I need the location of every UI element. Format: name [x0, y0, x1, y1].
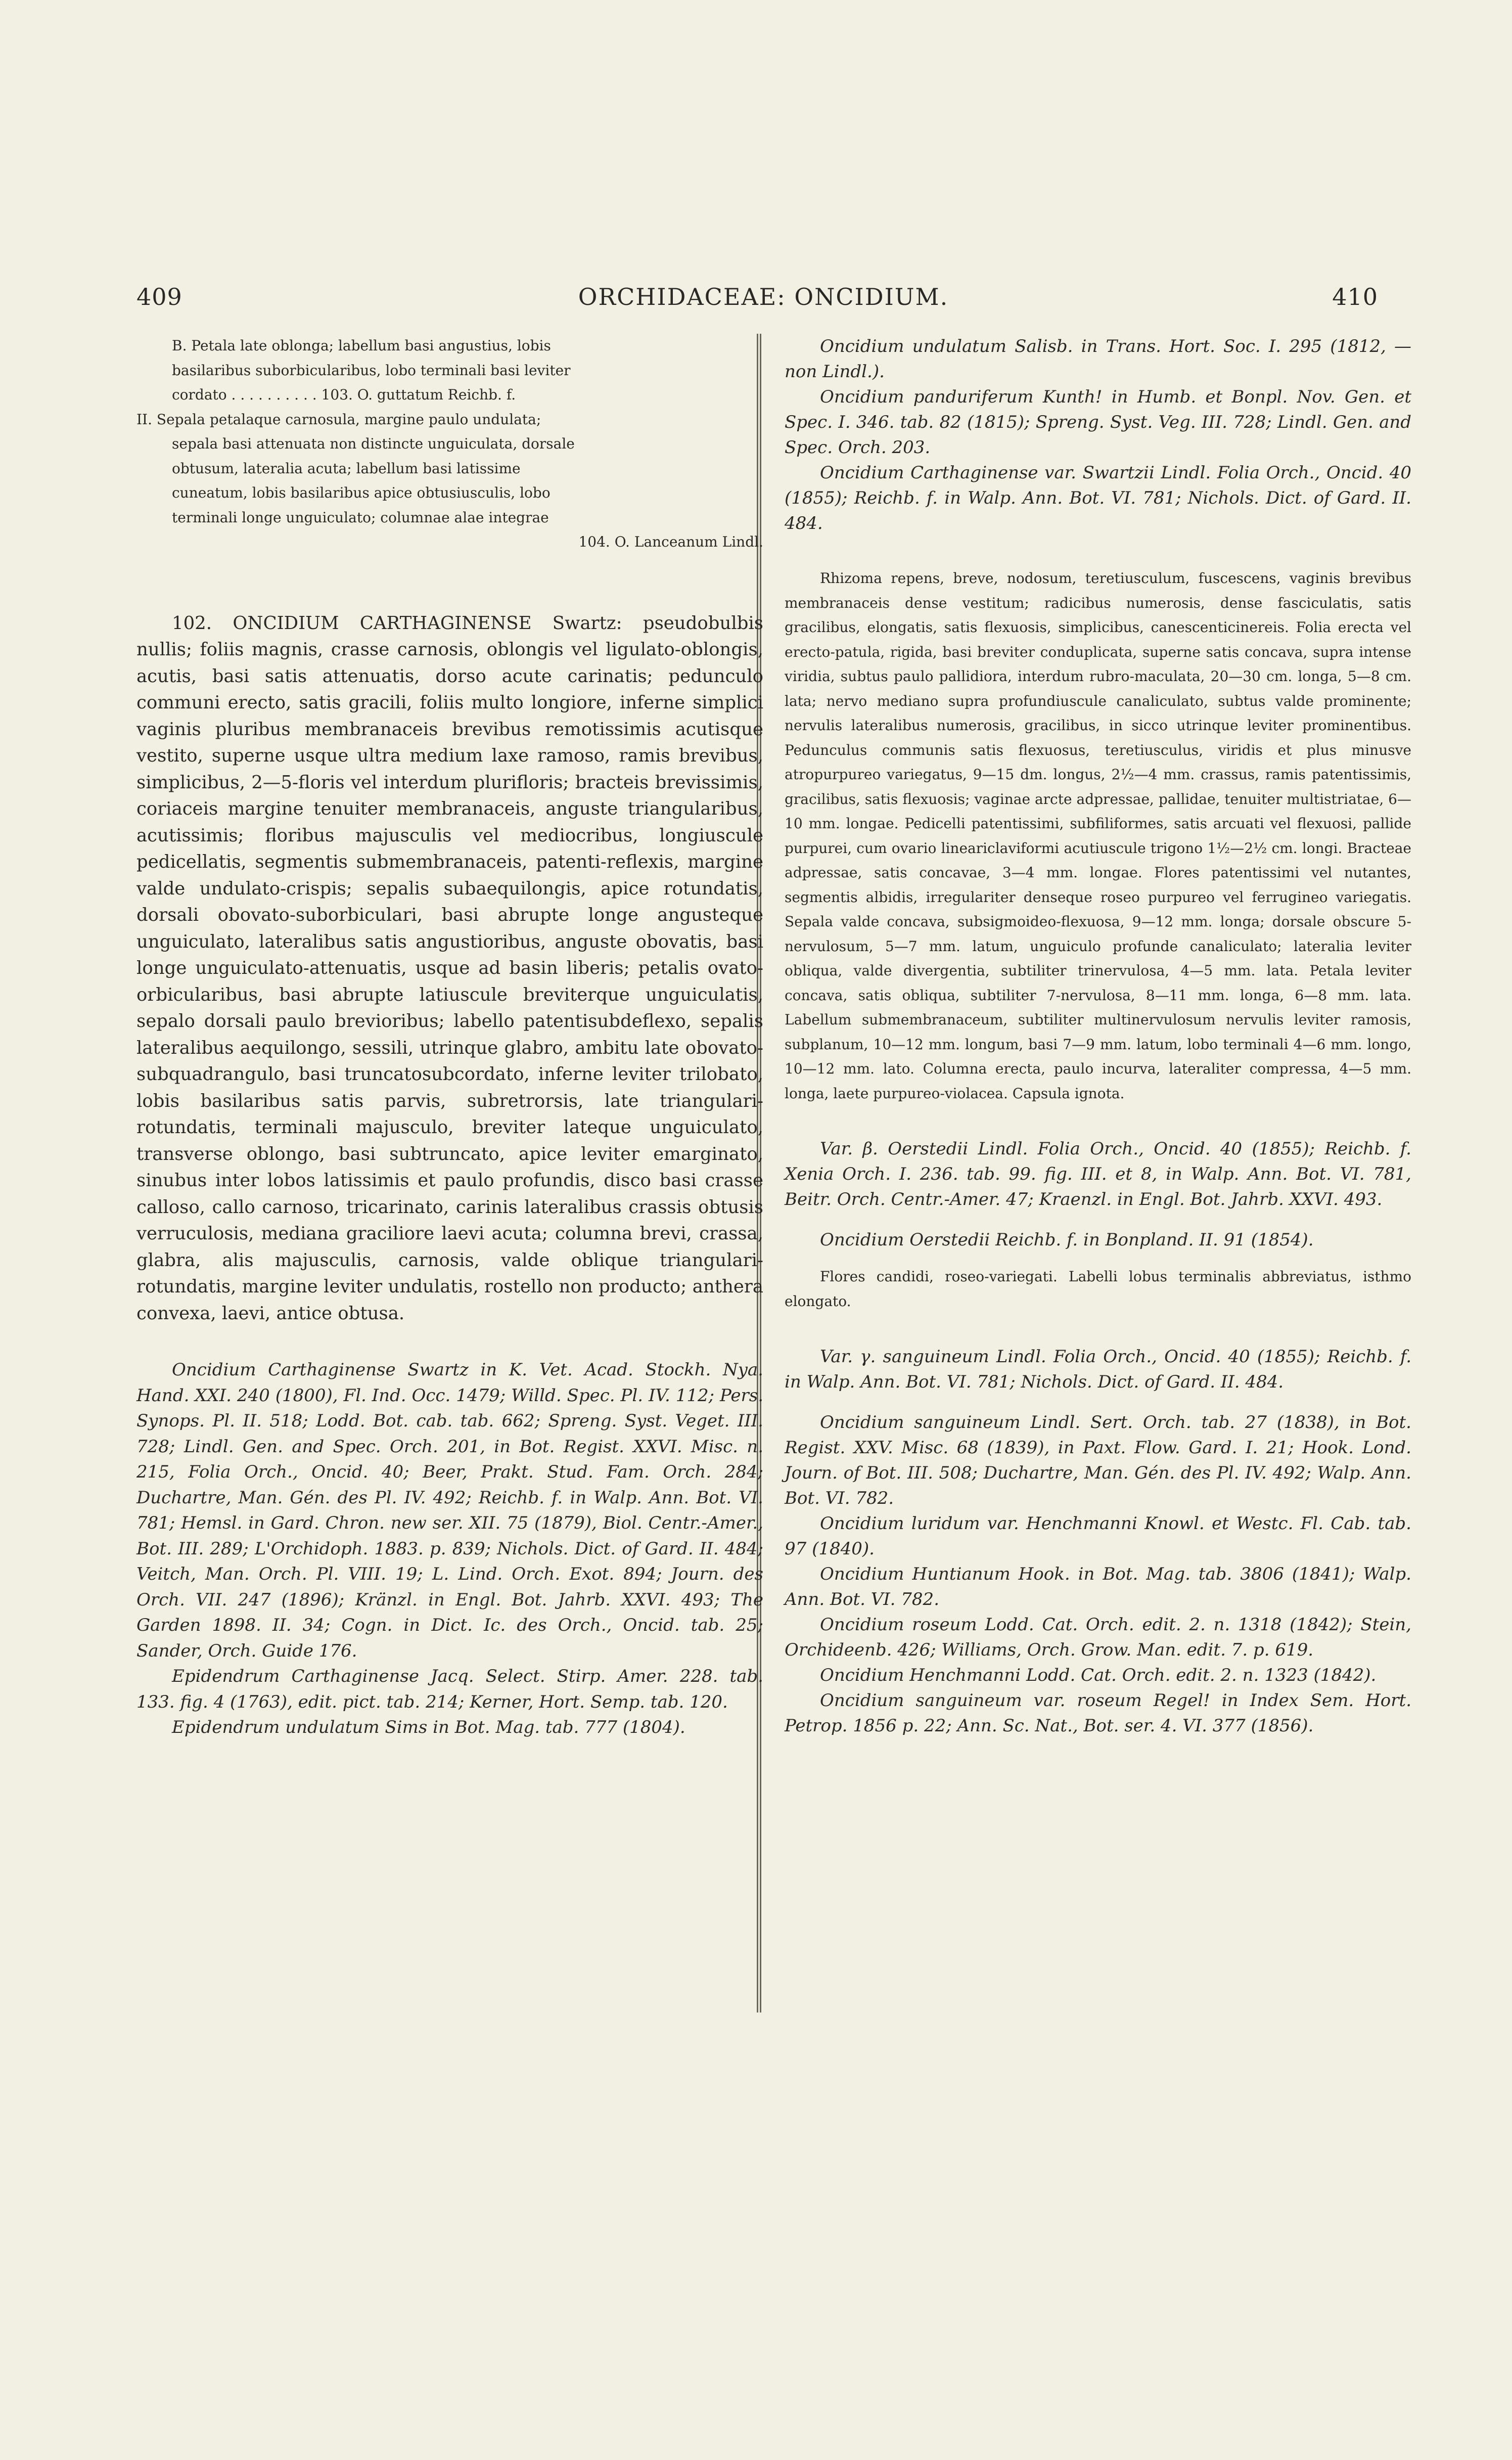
variety-beta — [785, 1136, 1411, 1253]
synonym-entry: Oncidium undulatum Salisb. in Trans. Hort. Soc. I. 295 (1812, — non Lindl.). — [785, 336, 1411, 382]
synonym-entry: Oncidium sanguineum var. roseum Regel! in Index Sem. Hort. Petrop. 1856 p. 22; Ann. Sc. Nat., Bot. ser. 4. VI. 377 (1856). — [785, 1690, 1411, 1736]
right-column — [785, 334, 1411, 1738]
key-line: cuneatum, lobis basilaribus apice obtusiusculis, lobo — [172, 484, 551, 501]
morphology-description: Rhizoma repens, breve, nodosum, teretiusculum, fuscescens, vaginis brevibus membranaceis dense vestitum; radicibus numerosis, dense fasciculatis, satis gracilibus, elongatis, satis flexuosis, simplicibus, canescenticinereis. Folia erecta vel erecto-patula, rigida, basi breviter conduplicata, superne satis concava, supra intense viridia, subtus paulo pallidiora, interdum rubro-maculata, 20—30 cm. longa, 5—8 cm. lata; nervo mediano supra profundiuscule canaliculato, subtus valde prominente; nervulis lateralibus numerosis, gracilibus, in sicco utrinque leviter prominentibus. Pedunculus communis satis flexuosus, teretiusculus, viridis et plus minusve atropurpureo variegatus, 9—15 dm. longus, 2½—4 mm. crassus, ramis patentissimis, gracilibus, satis flexuosis; vaginae arcte adpressae, pallidae, tenuiter multistriatae, 6—10 mm. longae. Pedicelli patentissimi, subfiliformes, satis arcuati vel flexuosi, pallide purpurei, cum ovario lineariclaviformi acutiuscule trigono 1½—2½ cm. longi. Bracteae adpressae, satis concavae, 3—4 mm. longae. Flores patentissimi vel nutantes, segmentis albidis, irregulariter denseque roseo purpureo vel ferrugineo variegatis. Sepala valde concava, subsigmoideo-flexuosa, 9—12 mm. longa; dorsale obscure 5-nervulosum, 5—7 mm. latum, unguiculo profunde canaliculato; lateralia leviter obliqua, valde divergentia, subtiliter trinervulosa, 4—5 mm. lata. Petala leviter concava, satis obliqua, subtiliter 7-nervulosa, 8—11 mm. longa, 6—8 mm. lata. Labellum submembranaceum, subtiliter multinervulosum nervulis leviter ramosis, subplanum, 10—12 mm. longum, basi 7—9 mm. latum, lobo terminali 4—6 mm. longo, 10—12 mm. lato. Columna erecta, paulo incurva, lateraliter compressa, 4—5 mm. longa, laete purpureo-violacea. Capsula ignota. — [785, 570, 1411, 1102]
variety-gamma — [785, 1344, 1411, 1395]
key-line: B. Petala late oblonga; labellum basi angustius, lobis — [172, 337, 551, 354]
key-line: II. Sepala petalaque carnosula, margine paulo undulata; — [136, 411, 541, 428]
left-column — [136, 334, 763, 1740]
species-description — [136, 610, 763, 1327]
synonym-entry: Oncidium luridum var. Henchmanni Knowl. et Westc. Fl. Cab. tab. 97 (1840). — [785, 1513, 1411, 1559]
variety-heading: Var. β. Oerstedii Lindl. Folia Orch., Oncid. 40 (1855); Reichb. f. Xenia Orch. I. 236. tab. 99. fig. III. et 8, in Walp. Ann. Bot. VI. 781, Beitr. Orch. Centr.-Amer. 47; Kraenzl. in Engl. Bot. Jahrb. XXVI. 493. — [785, 1139, 1411, 1210]
key-line: basilaribus suborbicularibus, lobo terminali basi leviter — [172, 362, 571, 379]
left-page-number: 409 — [136, 283, 182, 310]
key-line: sepala basi attenuata non distincte unguiculata, dorsale — [172, 435, 575, 452]
synonym-entry: Oncidium Carthaginense var. Swartzii Lindl. Folia Orch., Oncid. 40 (1855); Reichb. f. in Walp. Ann. Bot. VI. 781; Nichols. Dict. of Gard. II. 484. — [785, 463, 1411, 533]
synonym-entry: Oncidium Oerstedii Reichb. f. in Bonpland. II. 91 (1854). — [820, 1230, 1314, 1250]
synonym-entry: Oncidium panduriferum Kunth! in Humb. et Bonpl. Nov. Gen. et Spec. I. 346. tab. 82 (1815); Spreng. Syst. Veg. III. 728; Lindl. Gen. and Spec. Orch. 203. — [785, 387, 1411, 458]
variety-beta-description: Flores candidi, roseo-variegati. Labelli lobus terminalis abbreviatus, isthmo elongato. — [785, 1268, 1411, 1310]
synonymy-continued — [785, 334, 1411, 536]
key-line: obtusum, lateralia acuta; labellum basi latissime — [172, 460, 521, 477]
synonym-entry: Oncidium roseum Lodd. Cat. Orch. edit. 2. n. 1318 (1842); Stein, Orchideenb. 426; Williams, Orch. Grow. Man. edit. 7. p. 619. — [785, 1615, 1411, 1660]
synonym-entry: Oncidium sanguineum Lindl. Sert. Orch. tab. 27 (1838), in Bot. Regist. XXV. Misc. 68 (1839), in Paxt. Flow. Gard. I. 21; Hook. Lond. Journ. of Bot. III. 508; Duchartre, Man. Gén. des Pl. IV. 492; Walp. Ann. Bot. VI. 782. — [785, 1412, 1411, 1508]
synonym-entry: Epidendrum undulatum Sims in Bot. Mag. tab. 777 (1804). — [172, 1717, 685, 1737]
key-line: 104. O. Lanceanum Lindl. — [578, 533, 763, 550]
synonym-entry: Oncidium Carthaginense Swartz in K. Vet. Acad. Stockh. Nya. Hand. XXI. 240 (1800), Fl. Ind. Occ. 1479; Willd. Spec. Pl. IV. 112; Pers. Synops. Pl. II. 518; Lodd. Bot. cab. tab. 662; Spreng. Syst. Veget. III. 728; Lindl. Gen. and Spec. Orch. 201, in Bot. Regist. XXVI. Misc. n. 215, Folia Orch., Oncid. 40; Beer, Prakt. Stud. Fam. Orch. 284; Duchartre, Man. Gén. des Pl. IV. 492; Reichb. f. in Walp. Ann. Bot. VI. 781; Hemsl. in Gard. Chron. new ser. XII. 75 (1879), Biol. Centr.-Amer., Bot. III. 289; L'Orchidoph. 1883. p. 839; Nichols. Dict. of Gard. II. 484; Veitch, Man. Orch. Pl. VIII. 19; L. Lind. Orch. Exot. 894; Journ. des Orch. VII. 247 (1896); Kränzl. in Engl. Bot. Jahrb. XXVI. 493; The Garden 1898. II. 34; Cogn. in Dict. Ic. des Orch., Oncid. tab. 25; Sander, Orch. Guide 176. — [136, 1360, 763, 1661]
description-paragraph: 102. ONCIDIUM CARTHAGINENSE Swartz: pseudobulbis nullis; foliis magnis, crasse carnosis, oblongis vel ligulato-oblongis, acutis, basi satis attenuatis, dorso acute carinatis; pedunculo communi erecto, satis gracili, foliis multo longiore, inferne simplici vaginis pluribus membranaceis brevibus remotissimis acutisque vestito, superne usque ultra medium laxe ramoso, ramis brevibus, simplicibus, 2—5-floris vel interdum plurifloris; bracteis brevissimis, coriaceis margine tenuiter membranaceis, anguste triangularibus, acutissimis; floribus majusculis vel mediocribus, longiuscule pedicellatis, segmentis submembranaceis, patenti-reflexis, margine valde undulato-crispis; sepalis subaequilongis, apice rotundatis, dorsali obovato-suborbiculari, basi abrupte longe angusteque unguiculato, lateralibus satis angustioribus, anguste obovatis, basi longe unguiculato-attenuatis, usque ad basin liberis; petalis ovato-orbicularibus, basi abrupte latiuscule breviterque unguiculatis, sepalo dorsali paulo brevioribus; labello patentisubdeflexo, sepalis lateralibus aequilongo, sessili, utrinque glabro, ambitu late obovato-subquadrangulo, basi truncatosubcordato, inferne leviter trilobato, lobis basilaribus satis parvis, subretrorsis, late triangulari-rotundatis, terminali majusculo, breviter lateque unguiculato, transverse oblongo, basi subtruncato, apice leviter emarginato, sinubus inter lobos latissimis et paulo profundis, disco basi crasse calloso, callo carnoso, tricarinato, carinis lateralibus crassis obtusis verruculosis, mediana graciliore laevi acuta; columna brevi, crassa, glabra, alis majusculis, carnosis, valde oblique triangulari-rotundatis, margine leviter undulatis, rostello non producto; anthera convexa, laevi, antice obtusa. — [136, 612, 763, 1324]
synonym-entry: Oncidium Henchmanni Lodd. Cat. Orch. edit. 2. n. 1323 (1842). — [820, 1665, 1377, 1685]
synonymy — [136, 1357, 763, 1740]
species-key — [136, 334, 763, 555]
key-line: terminali longe unguiculato; columnae alae integrae — [172, 509, 549, 526]
key-line: cordato . . . . . . . . . . 103. O. guttatum Reichb. f. — [172, 386, 516, 403]
variety-gamma-synonyms — [785, 1410, 1411, 1738]
running-title: ORCHIDACEAE: ONCIDIUM. — [578, 283, 949, 310]
synonym-entry: Epidendrum Carthaginense Jacq. Select. Stirp. Amer. 228. tab. 133. fig. 4 (1763), edit. pict. tab. 214; Kerner, Hort. Semp. tab. 120. — [136, 1666, 763, 1712]
right-page-number: 410 — [1332, 283, 1378, 310]
synonym-entry: Oncidium Huntianum Hook. in Bot. Mag. tab. 3806 (1841); Walp. Ann. Bot. VI. 782. — [785, 1564, 1411, 1609]
variety-heading: Var. γ. sanguineum Lindl. Folia Orch., Oncid. 40 (1855); Reichb. f. in Walp. Ann. Bot. VI. 781; Nichols. Dict. of Gard. II. 484. — [785, 1347, 1411, 1392]
